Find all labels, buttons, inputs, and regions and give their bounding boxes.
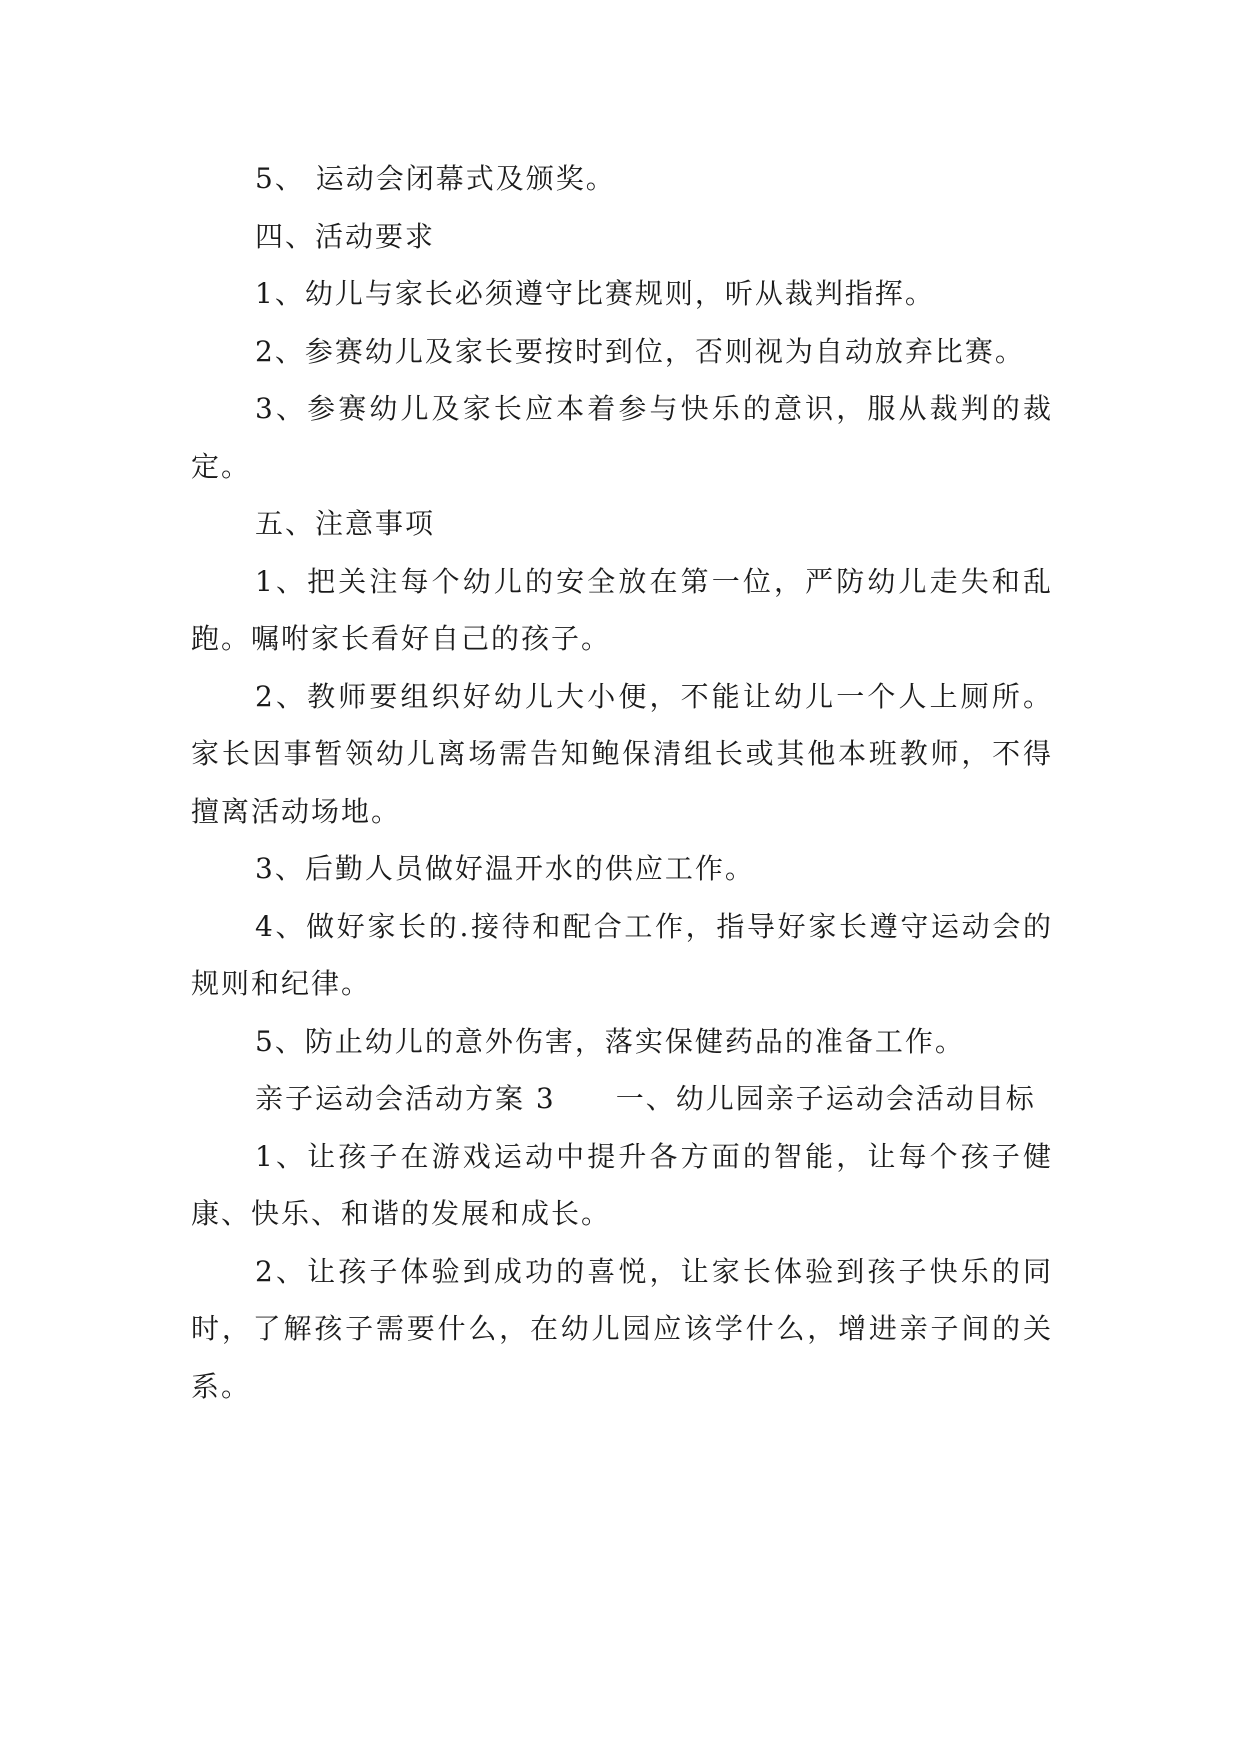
- paragraph-closing-ceremony: 5、 运动会闭幕式及颁奖。: [255, 162, 616, 195]
- paragraph-requirement-2: 2、参赛幼儿及家长要按时到位，否则视为自动放弃比赛。: [255, 334, 1025, 368]
- paragraph-precaution-2: 2、教师要组织好幼儿大小便，不能让幼儿一个人上厕所。家长因事暂领幼儿离场需告知鲍保清组长或其他本班教师，不得擅离活动场地。: [191, 679, 1053, 828]
- paragraph-requirement-3: 3、参赛幼儿及家长应本着参与快乐的意识，服从裁判的裁定。: [191, 392, 1053, 483]
- document-body: [191, 150, 1053, 1415]
- heading-activity-requirements: 四、活动要求: [255, 219, 436, 253]
- paragraph-goal-1: 1、让孩子在游戏运动中提升各方面的智能，让每个孩子健康、快乐、和谐的发展和成长。: [191, 1139, 1053, 1230]
- paragraph-requirement-1: 1、幼儿与家长必须遵守比赛规则，听从裁判指挥。: [255, 277, 935, 310]
- paragraph-goal-2: 2、让孩子体验到成功的喜悦，让家长体验到孩子快乐的同时，了解孩子需要什么，在幼儿园应该学什么，增进亲子间的关系。: [191, 1254, 1053, 1403]
- paragraph-precaution-1: 1、把关注每个幼儿的安全放在第一位，严防幼儿走失和乱跑。嘱咐家长看好自己的孩子。: [191, 564, 1053, 655]
- paragraph-precaution-5: 5、防止幼儿的意外伤害，落实保健药品的准备工作。: [255, 1024, 965, 1058]
- paragraph-precaution-3: 3、后勤人员做好温开水的供应工作。: [255, 852, 755, 885]
- heading-precautions: 五、注意事项: [255, 507, 436, 540]
- paragraph-precaution-4: 4、做好家长的.接待和配合工作，指导好家长遵守运动会的规则和纪律。: [191, 909, 1053, 1000]
- heading-plan-3-goals: 亲子运动会活动方案 3 一、幼儿园亲子运动会活动目标: [255, 1082, 1036, 1115]
